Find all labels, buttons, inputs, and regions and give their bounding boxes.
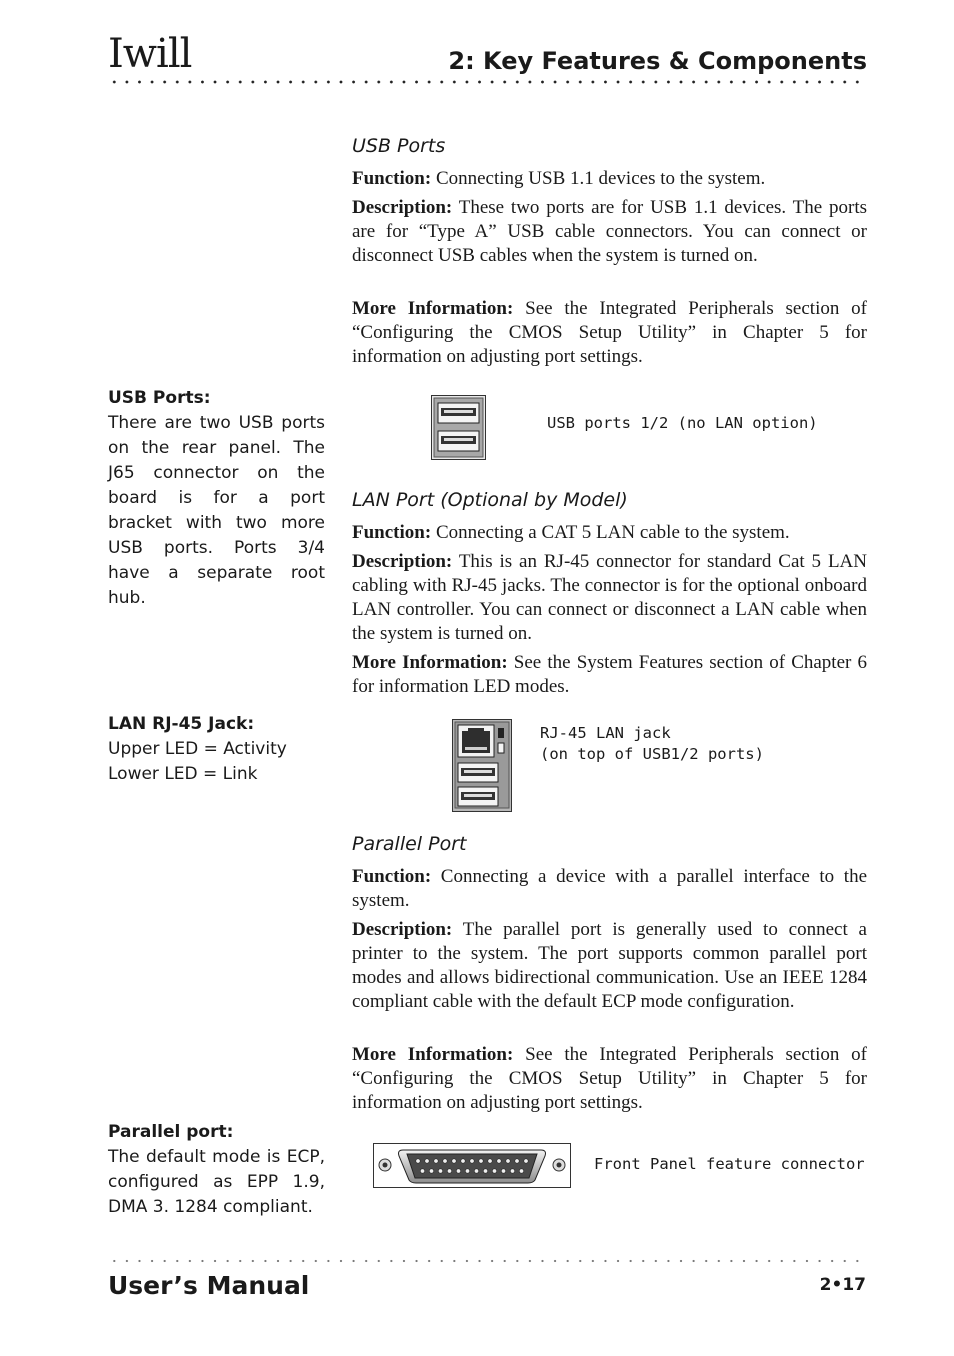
parallel-note-heading: Parallel port:: [108, 1122, 234, 1142]
connector-pin: [434, 1159, 438, 1163]
usb-ports-caption: USB ports 1/2 (no LAN option): [547, 414, 818, 432]
connector-pin: [429, 1169, 433, 1173]
lan-note-upper-led: Upper LED = Activity: [108, 739, 287, 759]
connector-pin: [425, 1159, 429, 1163]
usb-function-text: Connecting USB 1.1 devices to the system.: [431, 168, 766, 189]
lan-side-note: [108, 712, 325, 787]
connector-pin: [443, 1159, 447, 1163]
lan-note-heading: LAN RJ-45 Jack:: [108, 714, 255, 734]
lan-function-text: Connecting a CAT 5 LAN cable to the system.: [431, 522, 790, 543]
parallel-function-label: Function:: [352, 866, 432, 887]
connector-pin: [510, 1169, 514, 1173]
parallel-description: [352, 918, 867, 1014]
connector-pin: [524, 1159, 528, 1163]
connector-pin: [461, 1159, 465, 1163]
lan-more-info: [352, 651, 867, 699]
footer-dotted-rule: [108, 1257, 867, 1265]
connector-pin: [474, 1169, 478, 1173]
connector-pin: [492, 1169, 496, 1173]
lan-caption-line1: RJ-45 LAN jack: [540, 724, 671, 742]
usb-side-note: [108, 386, 325, 611]
lan-function-label: Function:: [352, 522, 432, 543]
connector-pin: [465, 1169, 469, 1173]
lan-more-label: More Information:: [352, 652, 508, 673]
parallel-side-note: [108, 1120, 325, 1220]
lan-caption-line2: (on top of USB1/2 ports): [540, 745, 764, 763]
lan-jack-caption: [540, 723, 764, 765]
connector-pin: [420, 1169, 424, 1173]
users-manual-label: User’s Manual: [108, 1271, 310, 1300]
parallel-note-body: The default mode is ECP, configured as EPP 1.9, DMA 3. 1284 compliant.: [108, 1147, 325, 1217]
usb-note-heading: USB Ports:: [108, 388, 211, 408]
usb-description: [352, 196, 867, 268]
usb-ports-illustration: [431, 395, 487, 461]
rj45-lan-jack-illustration: [452, 719, 513, 813]
connector-pin: [497, 1159, 501, 1163]
usb-more-info: [352, 297, 867, 369]
connector-pin: [501, 1169, 505, 1173]
page-number: 2•17: [819, 1275, 866, 1295]
lan-description: [352, 550, 867, 646]
lan-section-title: LAN Port (Optional by Model): [352, 489, 628, 511]
usb-section-title: USB Ports: [352, 135, 446, 157]
parallel-port-caption: Front Panel feature connector: [594, 1155, 865, 1173]
connector-pin: [506, 1159, 510, 1163]
connector-pin: [452, 1159, 456, 1163]
usb-description-text: These two ports are for USB 1.1 devices. The ports are for “Type A” USB cable connectors. You can connect or disconnect USB cables when the system is turned on.: [352, 197, 867, 266]
connector-pin: [483, 1169, 487, 1173]
usb-more-label: More Information:: [352, 298, 514, 319]
usb-more-text: See the Integrated Peripherals section of “Configuring the CMOS Setup Utility” in Chapter 5 for information on adjusting port settings.: [352, 298, 867, 367]
connector-pin: [416, 1159, 420, 1163]
parallel-function-text: Connecting a device with a parallel interface to the system.: [352, 866, 867, 911]
usb-function-label: Function:: [352, 168, 432, 189]
usb-function: [352, 167, 867, 191]
parallel-function: [352, 865, 867, 913]
chapter-title: 2: Key Features & Components: [448, 47, 867, 75]
connector-pin: [447, 1169, 451, 1173]
iwill-logo: Iwill: [108, 31, 192, 77]
lan-description-label: Description:: [352, 551, 453, 572]
usb-description-label: Description:: [352, 197, 453, 218]
parallel-description-label: Description:: [352, 919, 453, 940]
header-dotted-rule: [108, 78, 867, 86]
parallel-description-text: The parallel port is generally used to connect a printer to the system. The port supports common parallel port modes and allows bidirectional communication. Use an IEEE 1284 compliant cable with the default ECP mode configuration.: [352, 919, 867, 1012]
connector-pin: [488, 1159, 492, 1163]
connector-pin: [515, 1159, 519, 1163]
lan-note-lower-led: Lower LED = Link: [108, 764, 258, 784]
parallel-port-illustration: [373, 1143, 572, 1189]
parallel-more-text: See the Integrated Peripherals section of “Configuring the CMOS Setup Utility” in Chapter 5 for information on adjusting port settings.: [352, 1044, 867, 1113]
connector-pin: [519, 1169, 523, 1173]
parallel-more-info: [352, 1043, 867, 1115]
usb-note-body: There are two USB ports on the rear panel. The J65 connector on the board is for a port bracket with two more USB ports. Ports 3/4 have a separate root hub.: [108, 413, 325, 608]
connector-pin: [479, 1159, 483, 1163]
connector-pin: [470, 1159, 474, 1163]
connector-pin: [456, 1169, 460, 1173]
lan-description-text: This is an RJ-45 connector for standard Cat 5 LAN cabling with RJ-45 jacks. The connector is for the optional onboard LAN controller. You can connect or disconnect a LAN cable when the system is turned on.: [352, 551, 867, 644]
lan-function: [352, 521, 867, 545]
parallel-more-label: More Information:: [352, 1044, 514, 1065]
lan-more-text: See the System Features section of Chapter 6 for information LED modes.: [352, 652, 867, 697]
connector-pin: [438, 1169, 442, 1173]
parallel-section-title: Parallel Port: [352, 833, 467, 855]
